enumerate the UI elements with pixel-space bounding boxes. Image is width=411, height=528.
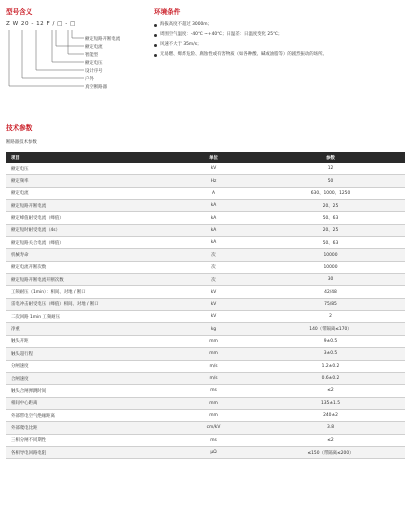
cell-value: 1.2±0.2 [256,360,405,372]
cell-item: 触头开距 [6,335,171,347]
env-item: 风速不大于 35m/s； [154,42,406,49]
model-label-outdoor: 户外 [85,76,94,82]
table-row [6,200,405,212]
model-label-vacuum-breaker: 真空断路器 [85,84,107,90]
cell-value: 3.8 [256,422,405,434]
cell-value: ≤150（带隔离≤200） [256,446,405,458]
cell-unit: 次 [171,261,256,273]
table-header-row [6,152,405,163]
cell-unit: mm [171,409,256,421]
cell-value: 20、25 [256,224,405,236]
cell-unit: 次 [171,249,256,261]
cell-item: 雷电冲击耐受电压（峰值）相间、对地 / 断口 [6,298,171,310]
table-row [6,348,405,360]
cell-item: 额定短路开断电流开断次数 [6,274,171,286]
cell-unit: Hz [171,175,256,187]
cell-value: 12 [256,163,405,175]
cell-item: 相间中心距离 [6,397,171,409]
cell-value: 9±0.5 [256,335,405,347]
cell-unit: kA [171,200,256,212]
cell-item: 二次回路 1min 工频耐压 [6,311,171,323]
cell-unit: ms [171,385,256,397]
cell-item: 额定电流 [6,187,171,199]
model-label-rated-voltage: 额定电压 [85,60,103,66]
env-item: 周围空气温度：-40℃ ~+40℃；日温差：日温度变化 25℃； [154,32,406,39]
cell-item: 各相导电回路电阻 [6,446,171,458]
cell-item: 额定短时耐受电流（4s） [6,224,171,236]
cell-value: 2 [256,311,405,323]
cell-unit: μΩ [171,446,256,458]
table-row [6,212,405,224]
cell-unit: kV [171,311,256,323]
table-row [6,224,405,236]
cell-item: 合闸速度 [6,372,171,384]
cell-value: 50 [256,175,405,187]
cell-unit: kV [171,286,256,298]
env-section-title: 环境条件 [154,8,181,16]
tech-section-title: 技术参数 [6,124,33,132]
cell-value: 10000 [256,249,405,261]
cell-unit: kg [171,323,256,335]
cell-unit: m/s [171,372,256,384]
table-row [6,335,405,347]
cell-value: 75/85 [256,298,405,310]
table-row [6,261,405,273]
table-row [6,409,405,421]
cell-value: 42/48 [256,286,405,298]
cell-value: 630、1000、1250 [256,187,405,199]
cell-item: 机械寿命 [6,249,171,261]
table-subtitle: 断路器技术参数 [6,140,37,145]
env-list [154,22,406,62]
table-row [6,434,405,446]
cell-unit: kV [171,163,256,175]
cell-unit: mm [171,397,256,409]
table-row [6,446,405,458]
model-label-intelligent: 智能型 [85,52,99,58]
table-row [6,385,405,397]
cell-unit: ms [171,434,256,446]
cell-item: 额定频率 [6,175,171,187]
cell-item: 额定短路开断电流 [6,200,171,212]
cell-unit: A [171,187,256,199]
cell-value: ≤2 [256,434,405,446]
cell-item: 额定电压 [6,163,171,175]
cell-value: ≤2 [256,385,405,397]
table-row [6,323,405,335]
table-row [6,237,405,249]
table-row [6,175,405,187]
cell-item: 净重 [6,323,171,335]
cell-unit: mm [171,348,256,360]
cell-unit: m/s [171,360,256,372]
cell-item: 额定峰值耐受电流（峰值） [6,212,171,224]
cell-item: 外部带电空气绝缘距离 [6,409,171,421]
model-code: Z W 20 - 12 F / □ - □ [6,21,76,27]
cell-value: 135±1.5 [256,397,405,409]
cell-value: 240±2 [256,409,405,421]
cell-unit: kA [171,212,256,224]
cell-value: 50、63 [256,212,405,224]
cell-value: 50、63 [256,237,405,249]
header-param: 参数 [256,152,405,163]
table-row [6,274,405,286]
cell-item: 触头合闸弹跳时间 [6,385,171,397]
cell-value: 0.6±0.2 [256,372,405,384]
table-row [6,360,405,372]
cell-item: 额定短路关合电流（峰值） [6,237,171,249]
table-row [6,187,405,199]
cell-unit: 次 [171,274,256,286]
env-item: 无易燃、爆炸危险、腐蚀性或有害物质（如各种酸、碱或油脂等）的剧烈振动的场所。 [154,52,406,59]
table-row [6,298,405,310]
cell-value: 20、25 [256,200,405,212]
header-item: 项目 [6,152,171,163]
cell-unit: kA [171,224,256,236]
cell-unit: mm [171,335,256,347]
model-section-title: 型号含义 [6,8,33,16]
table-row [6,249,405,261]
spec-table-body [6,163,405,459]
cell-value: 3±0.5 [256,348,405,360]
table-row [6,422,405,434]
cell-item: 三相分闸不同期性 [6,434,171,446]
cell-item: 额定电流开断次数 [6,261,171,273]
env-item: 海拔高度不超过 3000m； [154,22,406,29]
model-label-breaking-current: 额定短路开断电流 [85,36,121,42]
cell-value: 10000 [256,261,405,273]
cell-value: 140（带隔离≤170） [256,323,405,335]
cell-value: 30 [256,274,405,286]
cell-unit: kA [171,237,256,249]
cell-item: 外部爬电比距 [6,422,171,434]
cell-unit: kV [171,298,256,310]
spec-table [6,152,405,459]
model-code-diagram [0,0,160,115]
table-row [6,286,405,298]
model-label-design-no: 设计序号 [85,68,103,74]
table-row [6,372,405,384]
table-row [6,311,405,323]
cell-item: 触头超行程 [6,348,171,360]
model-label-rated-current: 额定电流 [85,44,103,50]
cell-unit: cm/kV [171,422,256,434]
table-row [6,163,405,175]
cell-item: 分闸速度 [6,360,171,372]
table-row [6,397,405,409]
cell-item: 工频耐压（1min）：相间、对地 / 断口 [6,286,171,298]
header-unit: 单位 [171,152,256,163]
